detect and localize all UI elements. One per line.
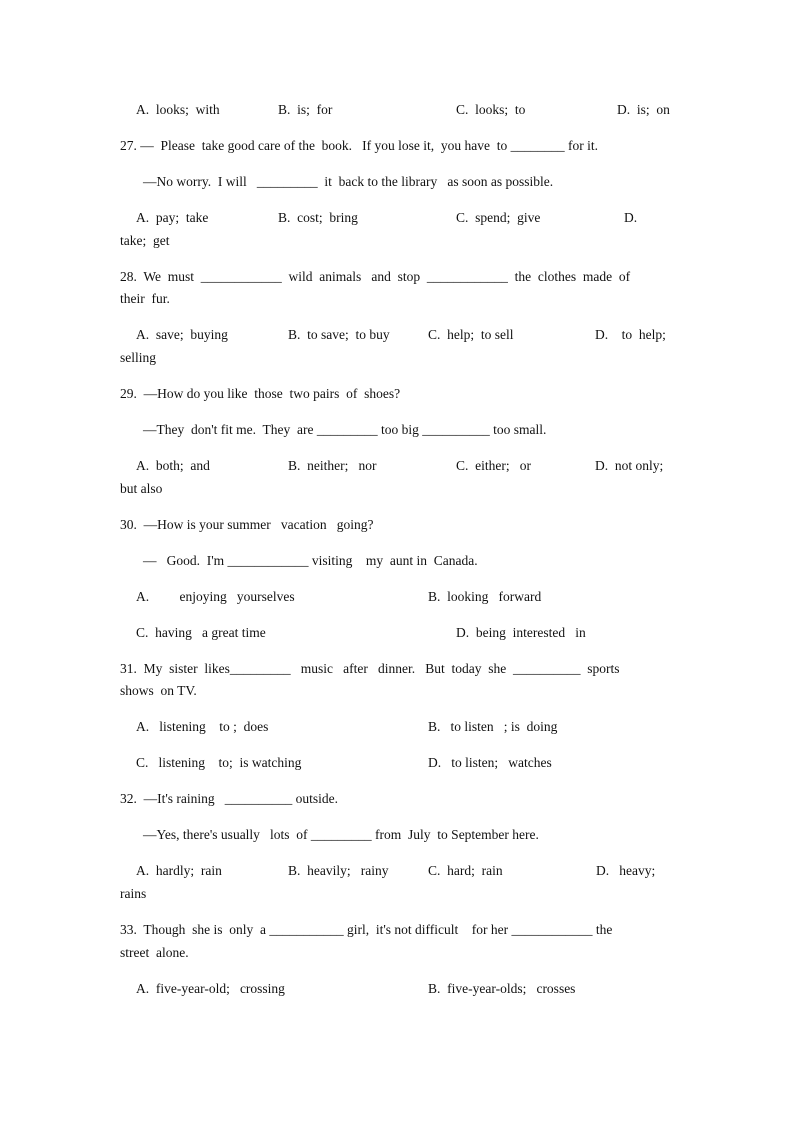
q29-option-c: C. either; or: [456, 458, 531, 473]
q30-option-d: D. being interested in: [456, 625, 586, 640]
q30-option-c: C. having a great time: [136, 625, 266, 640]
q27-question: 27. — Please take good care of the book. If you lose it, you have to ________ for it.: [120, 138, 599, 153]
q29-reply: —They don't fit me. They are _________ too big __________ too small.: [143, 422, 547, 437]
q28-option-d-cont: selling: [120, 350, 156, 365]
q30-reply: — Good. I'm ____________ visiting my aunt in Canada.: [143, 553, 478, 568]
q32-question: 32. —It's raining __________ outside.: [120, 791, 339, 806]
q31-option-c: C. listening to; is watching: [136, 755, 302, 770]
q28-option-b: B. to save; to buy: [288, 327, 390, 342]
q33-option-b: B. five-year-olds; crosses: [428, 981, 576, 996]
q27-option-c: C. spend; give: [456, 210, 541, 225]
q29-option-b: B. neither; nor: [288, 458, 377, 473]
q33-option-a: A. five-year-old; crossing: [136, 981, 285, 996]
q27-option-b: B. cost; bring: [278, 210, 358, 225]
q32-option-b: B. heavily; rainy: [288, 863, 389, 878]
q29-option-a: A. both; and: [136, 458, 210, 473]
q28-option-c: C. help; to sell: [428, 327, 514, 342]
q28-question-line2: their fur.: [120, 291, 170, 306]
q32-reply: —Yes, there's usually lots of _________ from July to September here.: [143, 827, 539, 842]
q31-option-b: B. to listen ; is doing: [428, 719, 558, 734]
q30-question: 30. —How is your summer vacation going?: [120, 517, 374, 532]
q29-option-d: D. not only;: [595, 458, 664, 473]
q27-option-a: A. pay; take: [136, 210, 209, 225]
q29-option-d-cont: but also: [120, 481, 163, 496]
q33-question-line1: 33. Though she is only a ___________ girl, it's not difficult for her ____________ the: [120, 922, 613, 937]
q27-option-d: D.: [624, 210, 638, 225]
q31-question-line1: 31. My sister likes_________ music after dinner. But today she __________ sports: [120, 661, 620, 676]
q30-option-b: B. looking forward: [428, 589, 542, 604]
q33-question-line2: street alone.: [120, 945, 189, 960]
q26-option-d: D. is; on: [617, 102, 670, 117]
q32-option-a: A. hardly; rain: [136, 863, 222, 878]
q32-option-c: C. hard; rain: [428, 863, 503, 878]
q31-option-d: D. to listen; watches: [428, 755, 552, 770]
q26-option-c: C. looks; to: [456, 102, 526, 117]
q27-reply: —No worry. I will _________ it back to the library as soon as possible.: [143, 174, 554, 189]
q26-option-b: B. is; for: [278, 102, 333, 117]
q31-option-a: A. listening to ; does: [136, 719, 269, 734]
q28-question-line1: 28. We must ____________ wild animals and stop ____________ the clothes made of: [120, 269, 631, 284]
q29-question: 29. —How do you like those two pairs of shoes?: [120, 386, 401, 401]
q28-option-d: D. to help;: [595, 327, 666, 342]
q26-option-a: A. looks; with: [136, 102, 220, 117]
q32-option-d: D. heavy;: [596, 863, 656, 878]
q30-option-a: A. enjoying yourselves: [136, 589, 295, 604]
q32-option-d-cont: rains: [120, 886, 147, 901]
q28-option-a: A. save; buying: [136, 327, 228, 342]
q27-option-d-cont: take; get: [120, 233, 170, 248]
q31-question-line2: shows on TV.: [120, 683, 197, 698]
